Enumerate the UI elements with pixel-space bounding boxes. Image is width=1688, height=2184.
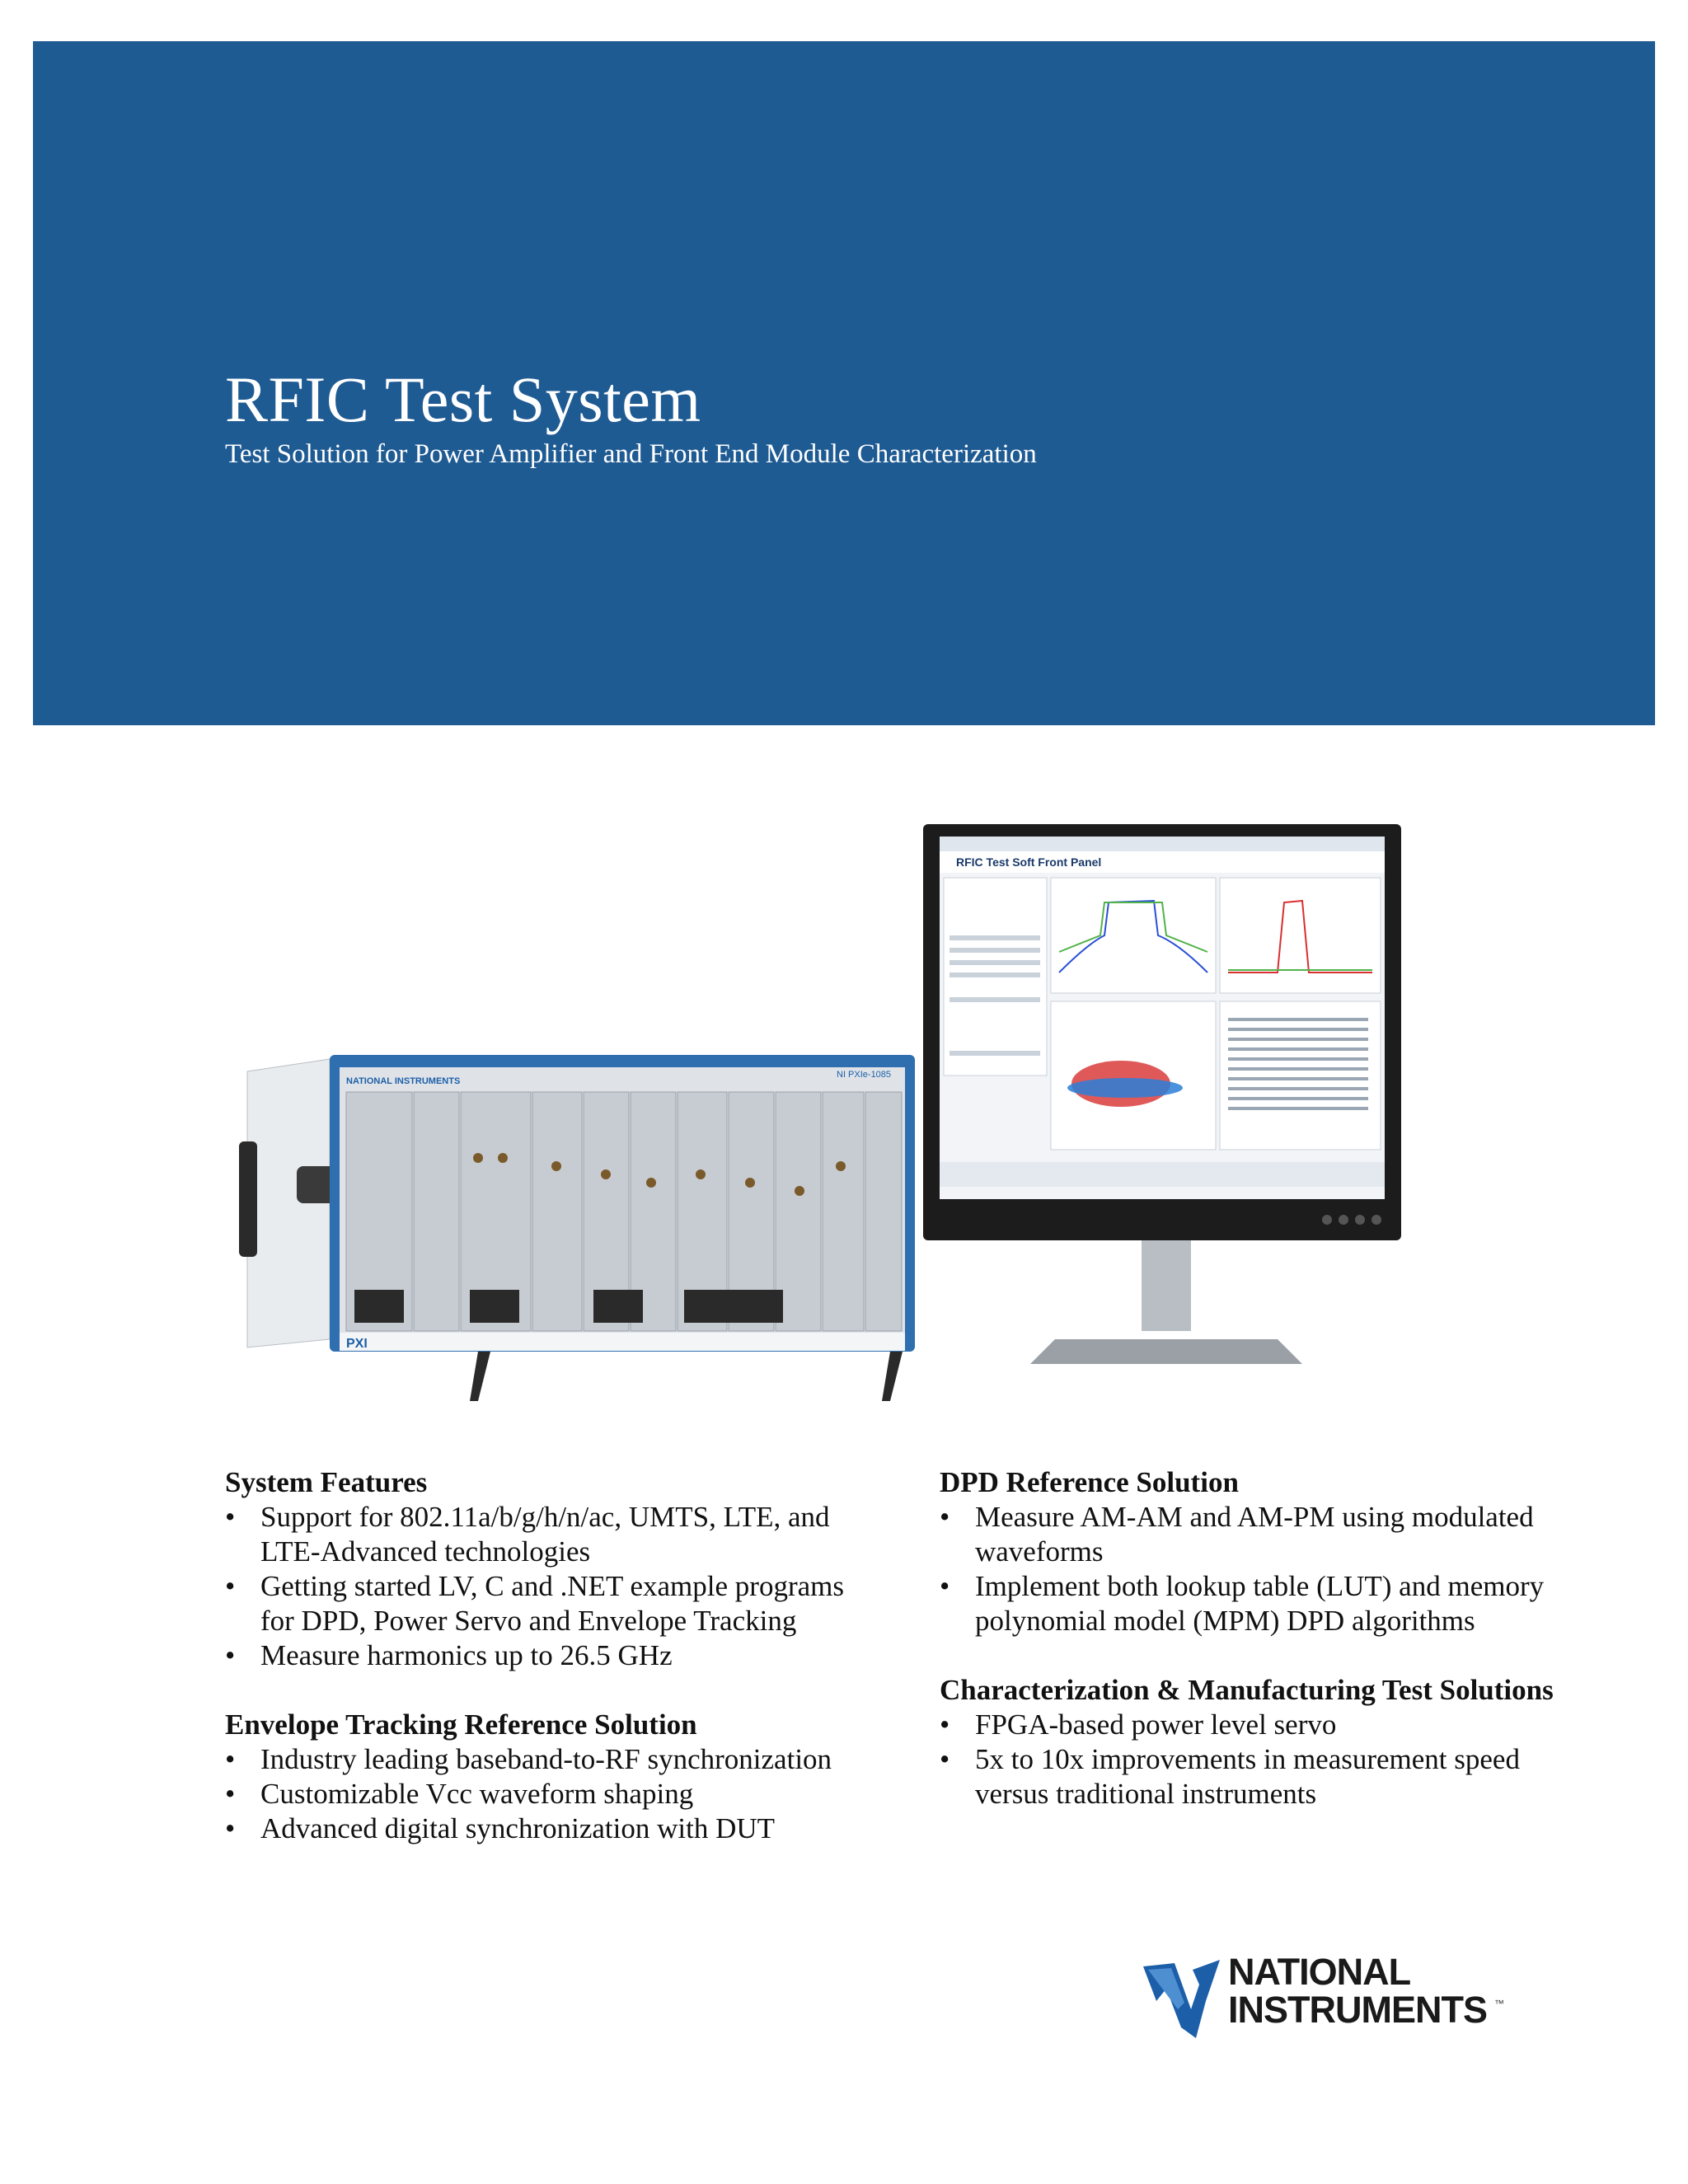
national-instruments-logo (1142, 1952, 1504, 2050)
bullet-list (940, 1708, 1566, 1811)
bullet: • (225, 1570, 236, 1602)
list-item (940, 1708, 1566, 1742)
bullet-list (940, 1500, 1566, 1638)
list-item (940, 1569, 1566, 1638)
list-item-text: Industry leading baseband-to-RF synchronization (260, 1743, 832, 1775)
bullet: • (225, 1639, 236, 1671)
left-column (225, 1465, 851, 1881)
logo-line2: INSTRUMENTS (1228, 1989, 1487, 2031)
bullet: • (225, 1812, 236, 1844)
list-item-text: Support for 802.11a/b/g/h/n/ac, UMTS, LTE, and LTE-Advanced technologies (260, 1501, 830, 1568)
list-item-text: Measure harmonics up to 26.5 GHz (260, 1639, 673, 1671)
section-heading: Envelope Tracking Reference Solution (225, 1708, 697, 1741)
list-item-text: FPGA-based power level servo (975, 1708, 1337, 1741)
list-item-text: Measure AM-AM and AM-PM using modulated waveforms (975, 1501, 1534, 1568)
section-heading: Characterization & Manufacturing Test Solutions (940, 1674, 1554, 1706)
list-item (225, 1569, 851, 1638)
list-item (225, 1742, 851, 1777)
section-heading: System Features (225, 1466, 428, 1498)
list-item (940, 1500, 1566, 1569)
section-dpd-reference (940, 1465, 1566, 1638)
list-item-text: Implement both lookup table (LUT) and memory polynomial model (MPM) DPD algorithms (975, 1570, 1545, 1637)
bullet: • (940, 1743, 950, 1775)
chassis-brand: NATIONAL INSTRUMENTS (346, 1076, 461, 1086)
list-item-text: Advanced digital synchronization with DUT (260, 1812, 776, 1844)
section-envelope-tracking (225, 1708, 851, 1846)
chassis-model: NI PXIe-1085 (837, 1070, 892, 1080)
bullet: • (225, 1778, 236, 1810)
logo-line1: NATIONAL (1228, 1951, 1411, 1993)
list-item-text: 5x to 10x improvements in measurement speed versus traditional instruments (975, 1743, 1520, 1810)
bullet: • (225, 1743, 236, 1775)
bullet-list (225, 1500, 851, 1673)
section-heading: DPD Reference Solution (940, 1466, 1239, 1498)
page-subtitle: Test Solution for Power Amplifier and Front End Module Characterization (225, 439, 1037, 469)
right-column (940, 1465, 1566, 1846)
list-item (940, 1742, 1566, 1811)
bullet: • (940, 1708, 950, 1741)
page-title: RFIC Test System (225, 363, 701, 435)
monitor (923, 824, 1401, 1364)
list-item (225, 1500, 851, 1569)
trademark: ™ (1494, 1998, 1504, 2009)
bullet: • (940, 1501, 950, 1533)
bullet: • (225, 1501, 236, 1533)
list-item (225, 1811, 851, 1846)
list-item-text: Customizable Vcc waveform shaping (260, 1778, 694, 1810)
pxi-chassis (239, 1055, 915, 1401)
bullet: • (940, 1570, 950, 1602)
product-photo (231, 812, 1409, 1405)
list-item (225, 1777, 851, 1811)
bullet-list (225, 1742, 851, 1846)
section-characterization (940, 1673, 1566, 1811)
list-item-text: Getting started LV, C and .NET example programs for DPD, Power Servo and Envelope Tracking (260, 1570, 844, 1637)
monitor-title: RFIC Test Soft Front Panel (956, 855, 1102, 869)
ni-eagle-icon (1142, 1952, 1224, 2042)
list-item (225, 1638, 851, 1673)
chassis-badge: PXI (346, 1337, 368, 1351)
logo-wordmark (1228, 1953, 1487, 2029)
section-system-features (225, 1465, 851, 1673)
